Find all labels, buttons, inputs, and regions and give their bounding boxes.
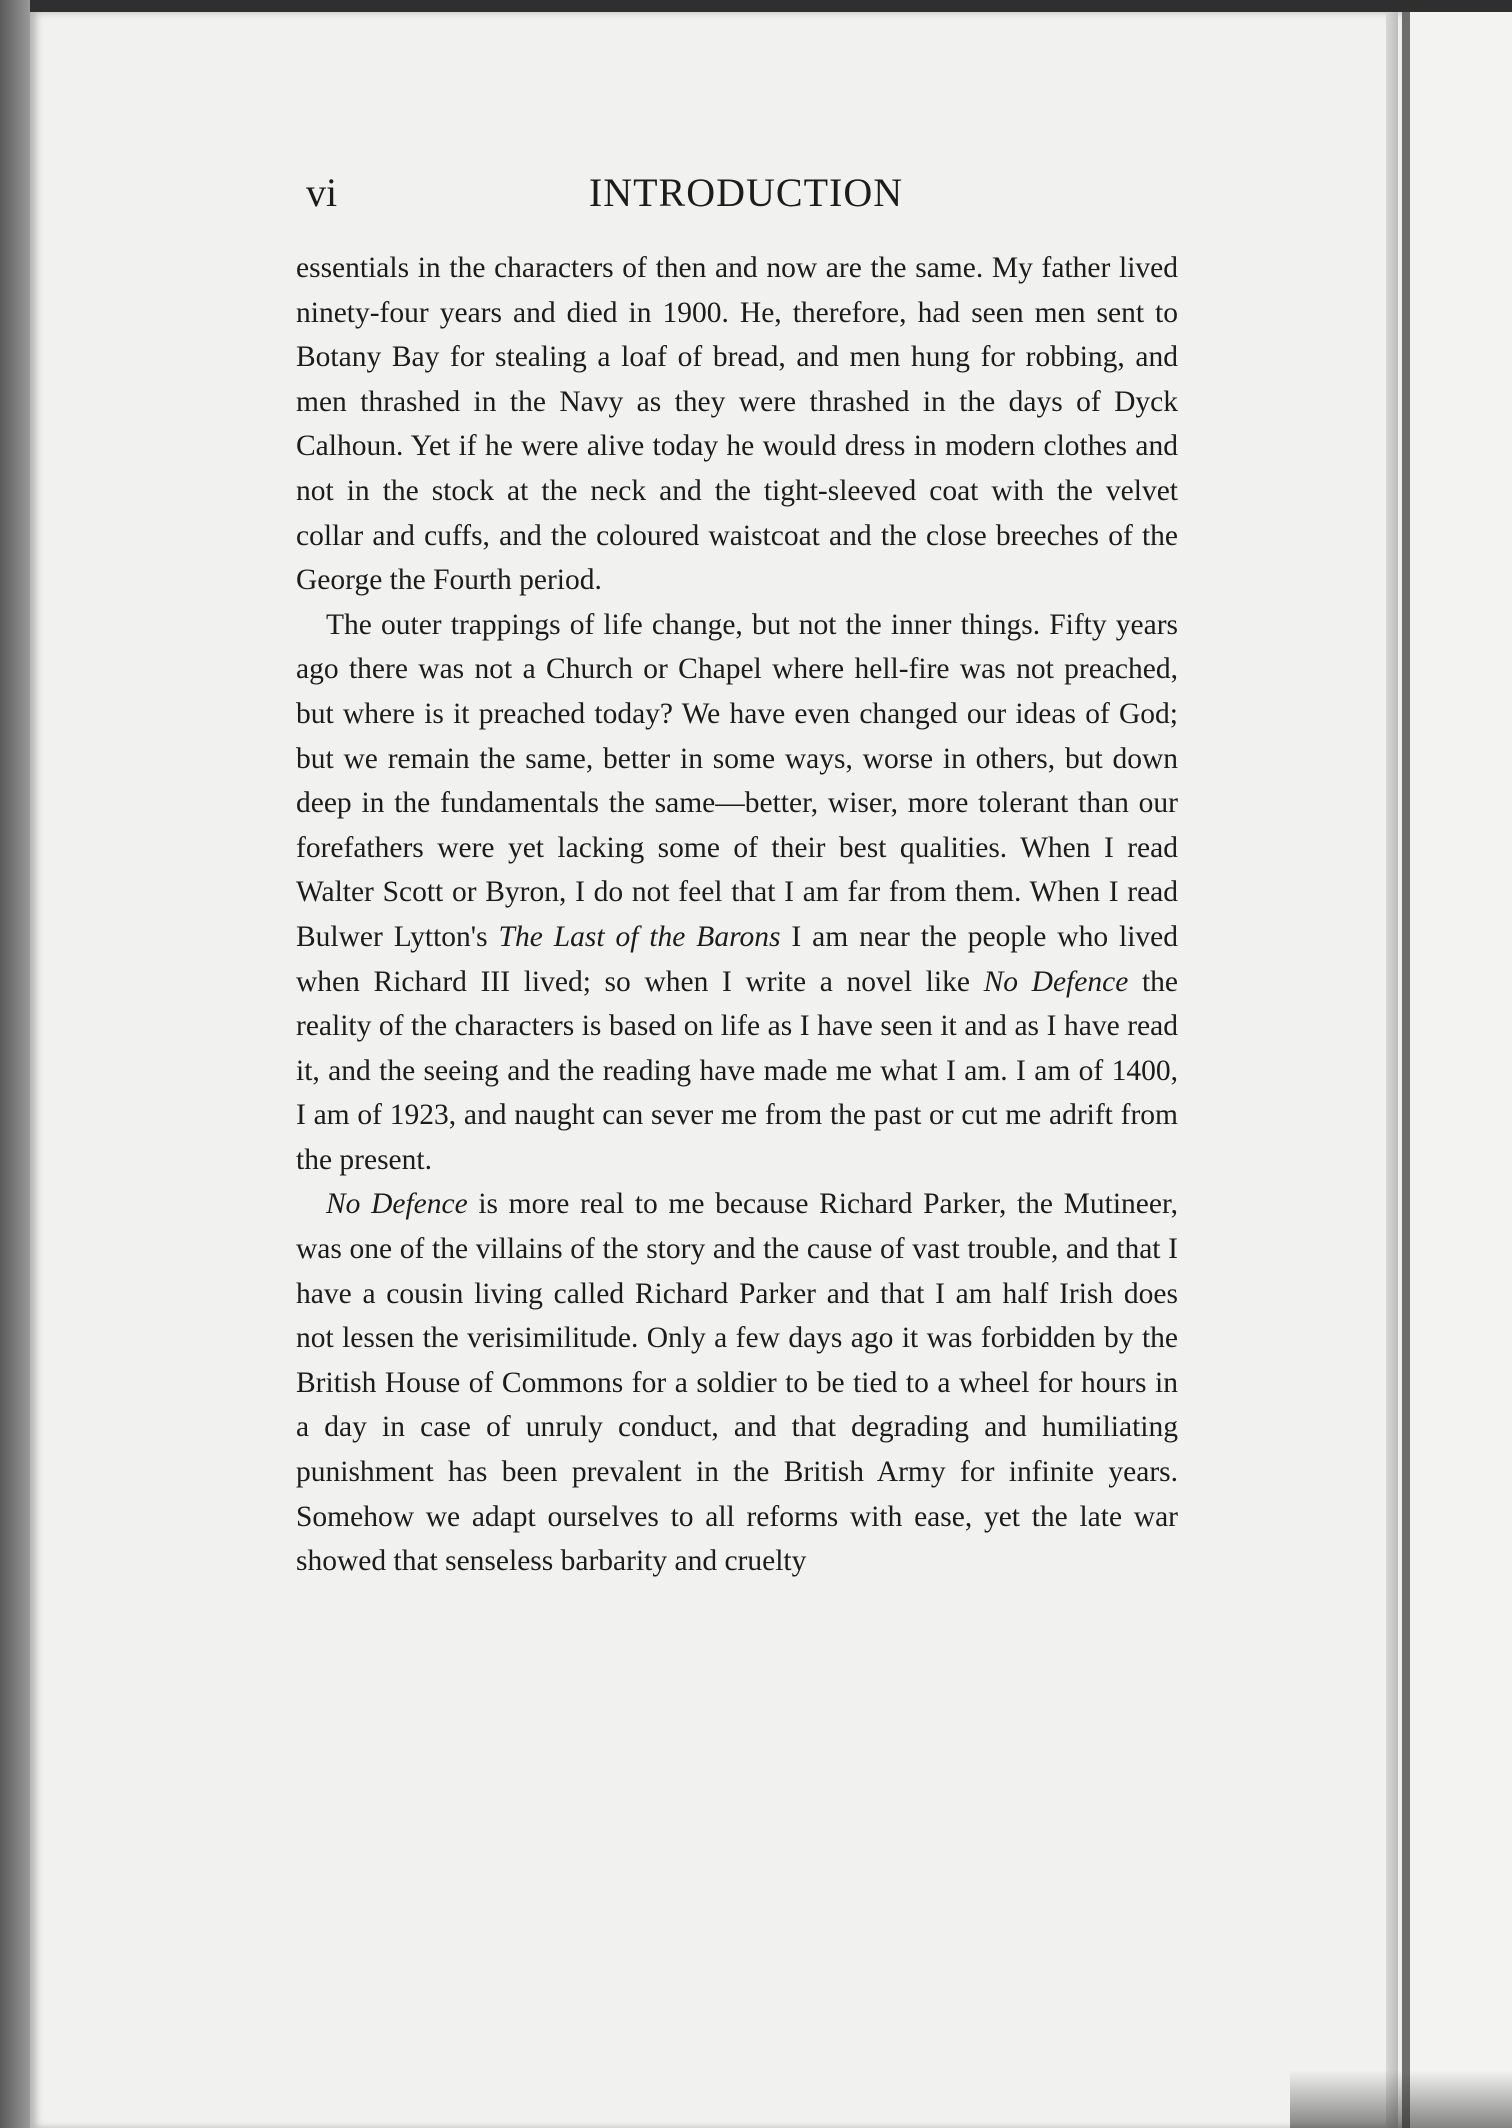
page-number: vi <box>306 170 338 215</box>
paragraph-2-text-mid: I am near the people who lived when Richard III lived; so when I write a novel like <box>296 920 1179 998</box>
paragraph-1-text: essentials in the characters of then and now are the same. My father lived ninety-four years and died in 1900. He, therefore, had seen men sent to Botany Bay for stealing a loaf of bread, and men hung for robbing, and men thrashed in the Navy as they were thrashed in the days of Dyck Calhoun. Yet if he were alive today he would dress in modern clothes and not in the stock at the neck and the tight-sleeved coat with the velvet collar and cuffs, and the coloured waistcoat and the close breeches of the George the Fourth period. <box>296 252 1178 597</box>
body-text <box>296 246 1178 1584</box>
running-head <box>306 168 1186 218</box>
running-head-title: INTRODUCTION <box>588 170 904 215</box>
adjacent-page <box>1402 12 1512 2128</box>
scan-corner-shadow <box>1290 2070 1512 2128</box>
page-gutter-edge <box>1386 12 1398 2128</box>
paragraph-2 <box>296 603 1178 1183</box>
book-title-last-of-the-barons: The Last of the Barons <box>498 920 781 953</box>
book-title-no-defence: No Defence <box>983 965 1129 998</box>
paragraph-3 <box>296 1182 1178 1583</box>
scan-left-edge <box>0 0 30 2128</box>
book-title-no-defence: No Defence <box>326 1188 468 1221</box>
paragraph-3-text: is more real to me because Richard Parker, the Mutineer, was one of the villains of the story and the cause of vast trouble, and that I have a cousin living called Richard Parker and that I am half Irish does not lessen the verisimilitude. Only a few days ago it was forbidden by the British House of Commons for a soldier to be tied to a wheel for hours in a day in case of unruly conduct, and that degrading and humiliating punishment has been prevalent in the British Army for infinite years. Somehow we adapt ourselves to all reforms with ease, yet the late war showed that senseless barbarity and cruelty <box>296 1188 1178 1578</box>
paragraph-2-text-start: The outer trappings of life change, but not the inner things. Fifty years ago there was not a Church or Chapel where hell-fire was not preached, but where is it preached today? We have even changed our ideas of God; but we remain the same, better in some ways, worse in others, but down deep in the fundamentals the same—better, wiser, more tolerant than our forefathers were yet lacking some of their best qualities. When I read Walter Scott or Byron, I do not feel that I am far from them. When I read Bulwer Lytton's <box>296 608 1178 953</box>
paragraph-2-text-end: the reality of the characters is based on life as I have seen it and as I have read it, and the seeing and the reading have made me what I am. I am of 1400, I am of 1923, and naught can sever me from the past or cut me adrift from the present. <box>296 965 1178 1176</box>
paragraph-1 <box>296 246 1178 603</box>
